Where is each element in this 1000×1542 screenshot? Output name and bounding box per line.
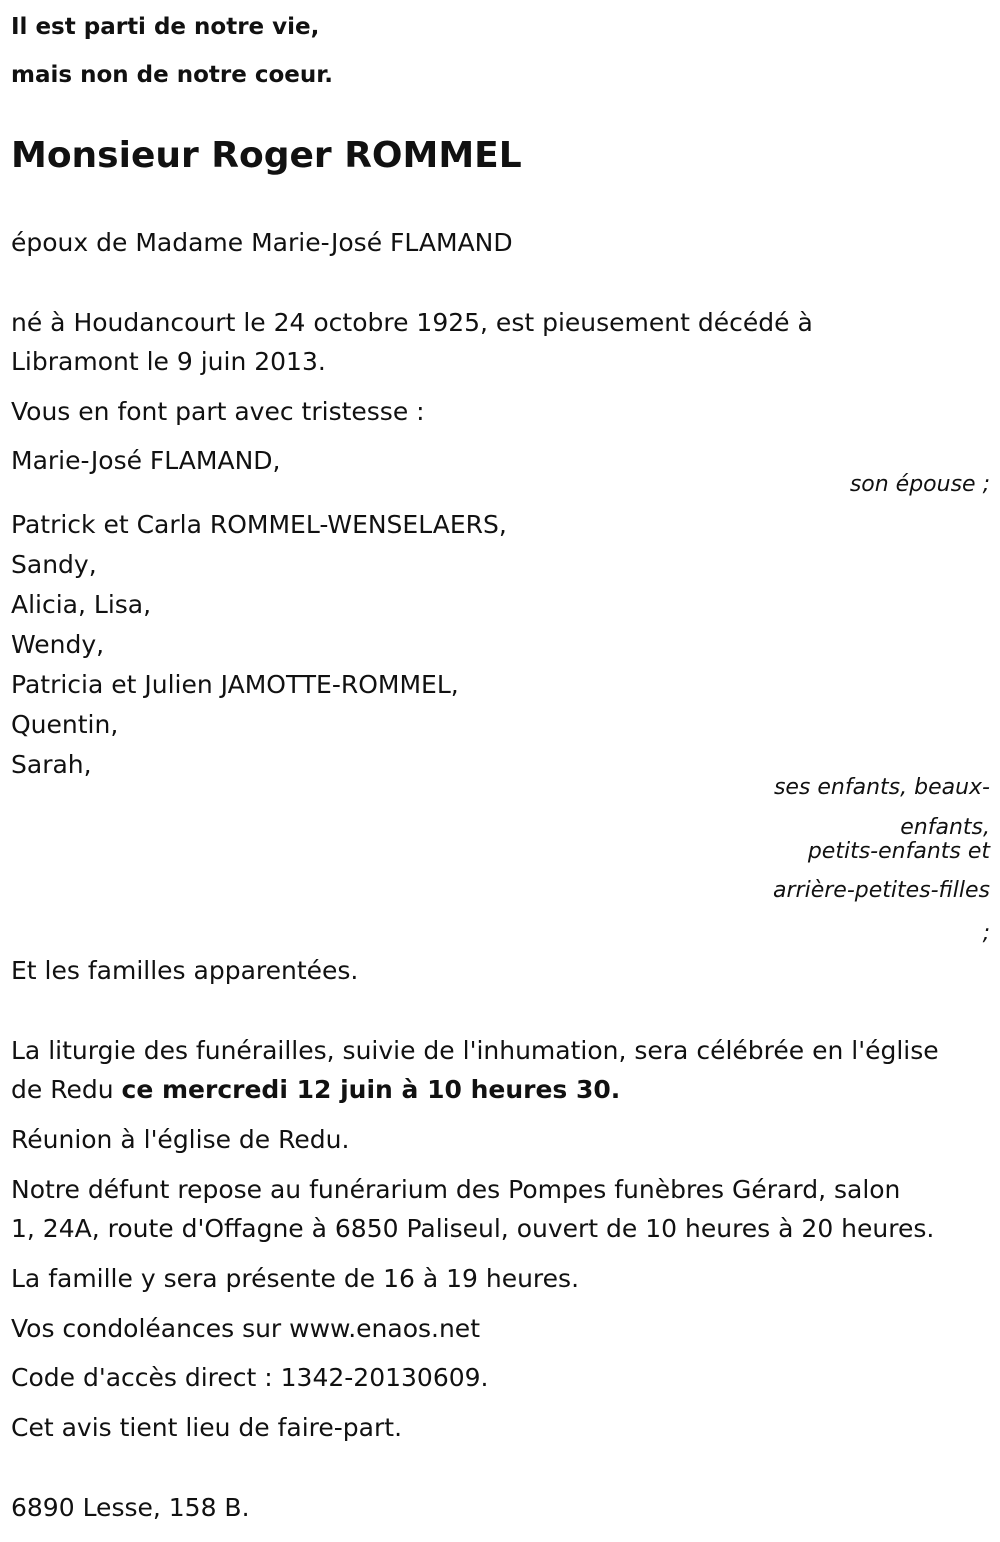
family-presence-line: La famille y sera présente de 16 à 19 heures.	[11, 1264, 580, 1293]
liturgy-datetime: ce mercredi 12 juin à 10 heures 30.	[121, 1075, 621, 1104]
birth-death-line-1: né à Houdancourt le 24 octobre 1925, est pieusement décédé à	[11, 308, 813, 337]
rest-line-2: 1, 24A, route d'Offagne à 6850 Paliseul, ouvert de 10 heures à 20 heures.	[11, 1214, 935, 1243]
address-line: 6890 Lesse, 158 B.	[11, 1493, 250, 1522]
notice-line: Cet avis tient lieu de faire-part.	[11, 1413, 403, 1442]
access-code-line: Code d'accès direct : 1342-20130609.	[11, 1363, 489, 1392]
liturgy-line-2	[11, 1075, 620, 1105]
liturgy-line-1: La liturgie des funérailles, suivie de l'inhumation, sera célébrée en l'église	[11, 1036, 939, 1065]
announcement-intro: Vous en font part avec tristesse :	[11, 397, 425, 426]
liturgy-location: de Redu	[11, 1075, 114, 1104]
family-role-line: arrière-petites-filles	[773, 878, 990, 903]
rest-line-1: Notre défunt repose au funérarium des Pompes funèbres Gérard, salon	[11, 1175, 901, 1204]
condolences-line: Vos condoléances sur www.enaos.net	[11, 1314, 480, 1343]
family-member: Sarah,	[11, 750, 92, 779]
spouse-name: Marie-José FLAMAND,	[11, 446, 281, 475]
family-role-line: enfants,	[900, 815, 990, 840]
birth-death-line-2: Libramont le 9 juin 2013.	[11, 347, 326, 376]
family-member: Patricia et Julien JAMOTTE-ROMMEL,	[11, 670, 459, 699]
spouse-role: son épouse ;	[849, 472, 990, 497]
family-member: Patrick et Carla ROMMEL-WENSELAERS,	[11, 510, 507, 539]
family-member: Wendy,	[11, 630, 105, 659]
family-member: Quentin,	[11, 710, 119, 739]
spouse-line: époux de Madame Marie-José FLAMAND	[11, 228, 513, 257]
motto-line-1: Il est parti de notre vie,	[11, 14, 320, 40]
family-role-line: ses enfants, beaux-	[773, 775, 990, 800]
meeting-line: Réunion à l'église de Redu.	[11, 1125, 350, 1154]
family-role-line: ;	[982, 921, 990, 946]
deceased-name: Monsieur Roger ROMMEL	[11, 135, 522, 176]
motto-line-2: mais non de notre coeur.	[11, 62, 334, 88]
family-member: Sandy,	[11, 550, 97, 579]
family-role-line: petits-enfants et	[807, 839, 990, 864]
family-member: Alicia, Lisa,	[11, 590, 152, 619]
relatives-line: Et les familles apparentées.	[11, 956, 359, 985]
